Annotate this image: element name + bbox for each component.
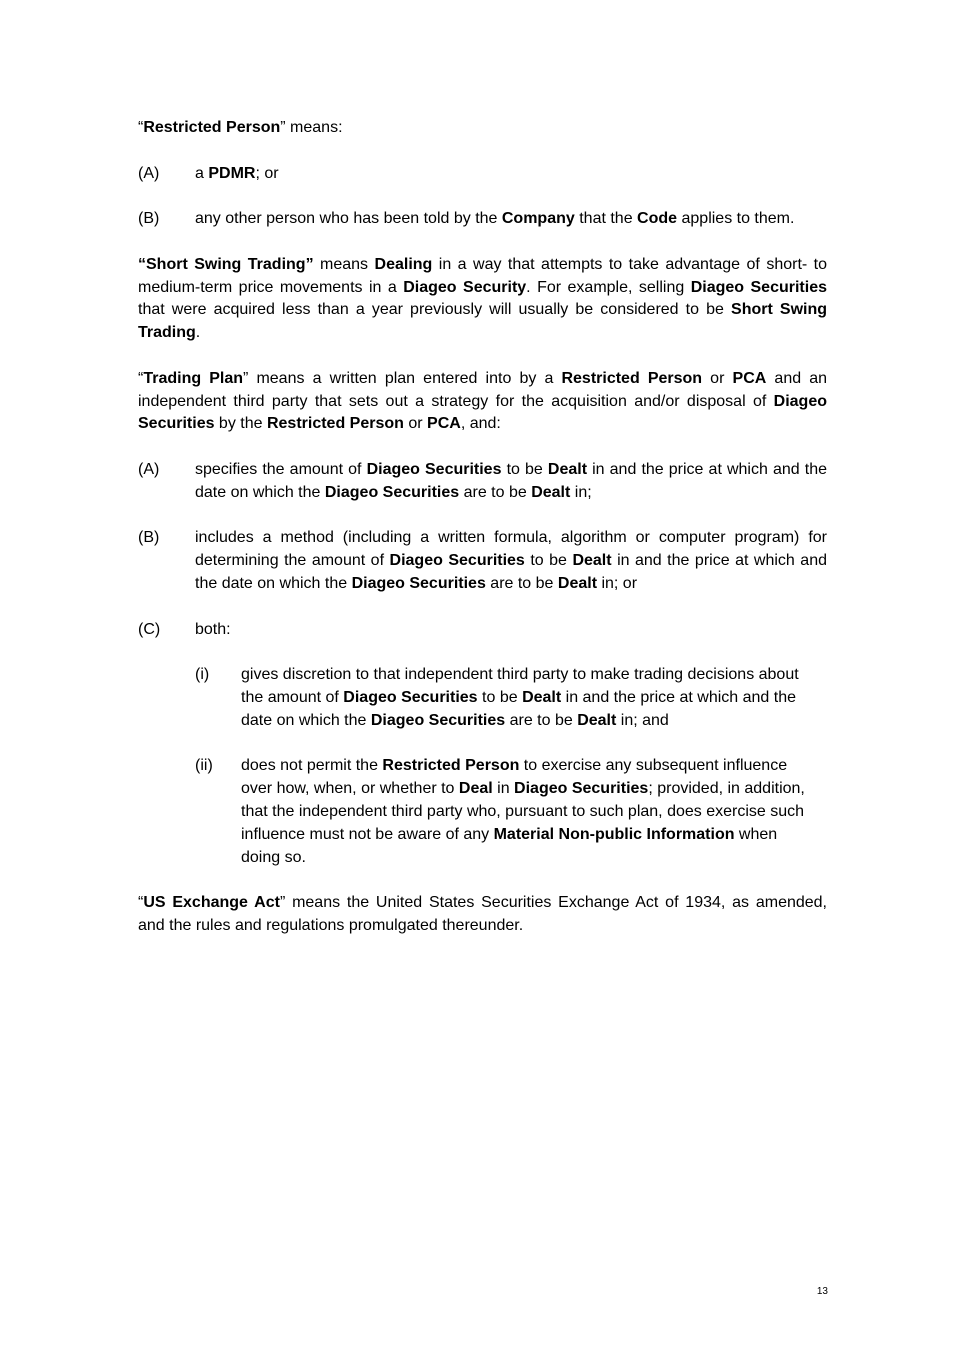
- definition-trading-plan: “Trading Plan” means a written plan entered into by a Restricted Person or PCA and an independent third party that sets out a strategy for the acquisition and/or disposal of Diageo Securities by the Restricted Person or PCA, and:: [138, 369, 828, 433]
- subitem-label: (i): [195, 666, 210, 684]
- trading-plan-item-c: [138, 619, 827, 642]
- item-text: a PDMR; or: [195, 164, 279, 182]
- item-label: (C): [138, 620, 161, 638]
- item-label: (B): [138, 210, 160, 228]
- term-us-exchange-act: US Exchange Act: [143, 894, 280, 912]
- definition-restricted-person: “Restricted Person” means:: [138, 119, 343, 136]
- restricted-item-b: [138, 208, 827, 231]
- item-text: any other person who has been told by the Company that the Code applies to them.: [195, 210, 795, 228]
- trading-plan-item-a: [138, 459, 827, 505]
- subitem-text: gives discretion to that independent third party to make trading decisions about the amount of Diageo Securities to be Dealt in and the price at which and the date on which the Diageo Securities are to be Dealt in; and: [241, 666, 799, 729]
- definition-short-swing-trading: “Short Swing Trading” means Dealing in a way that attempts to take advantage of short- to medium-term price movements in a Diageo Security. For example, selling Diageo Securities that were acquired less than a year previously will usually be considered to be Short Swing Trading.: [138, 255, 828, 342]
- term-restricted-person: Restricted Person: [143, 119, 281, 136]
- document-page: [138, 117, 827, 960]
- item-text: includes a method (including a written formula, algorithm or computer program) for determining the amount of Diageo Securities to be Dealt in and the price at which and the date on which the Diageo Securities are to be Dealt in; or: [195, 529, 828, 592]
- restricted-item-a: [138, 163, 827, 186]
- term-short-swing-trading: “Short Swing Trading”: [138, 255, 314, 273]
- item-label: (A): [138, 460, 160, 478]
- trading-plan-subitem-ii: [195, 755, 815, 869]
- trading-plan-item-b: [138, 527, 827, 595]
- item-text: specifies the amount of Diageo Securities to be Dealt in and the price at which and the date on which the Diageo Securities are to be Dealt in;: [195, 460, 827, 501]
- item-text: both:: [195, 620, 231, 638]
- definition-us-exchange-act: “US Exchange Act” means the United States Securities Exchange Act of 1934, as amended, and the rules and regulations promulgated thereunder.: [138, 894, 828, 934]
- page-number: 13: [816, 1286, 828, 1297]
- item-label: (B): [138, 529, 160, 547]
- subitem-text: does not permit the Restricted Person to exercise any subsequent influence over how, when, or whether to Deal in Diageo Securities; provided, in addition, that the independent third party who, pursuant to such plan, does exercise such influence must not be aware of any Material Non-public Information when doing so.: [241, 757, 805, 866]
- trading-plan-subitem-i: [195, 664, 815, 732]
- item-label: (A): [138, 164, 160, 182]
- subitem-label: (ii): [195, 757, 213, 775]
- term-trading-plan: Trading Plan: [143, 369, 244, 387]
